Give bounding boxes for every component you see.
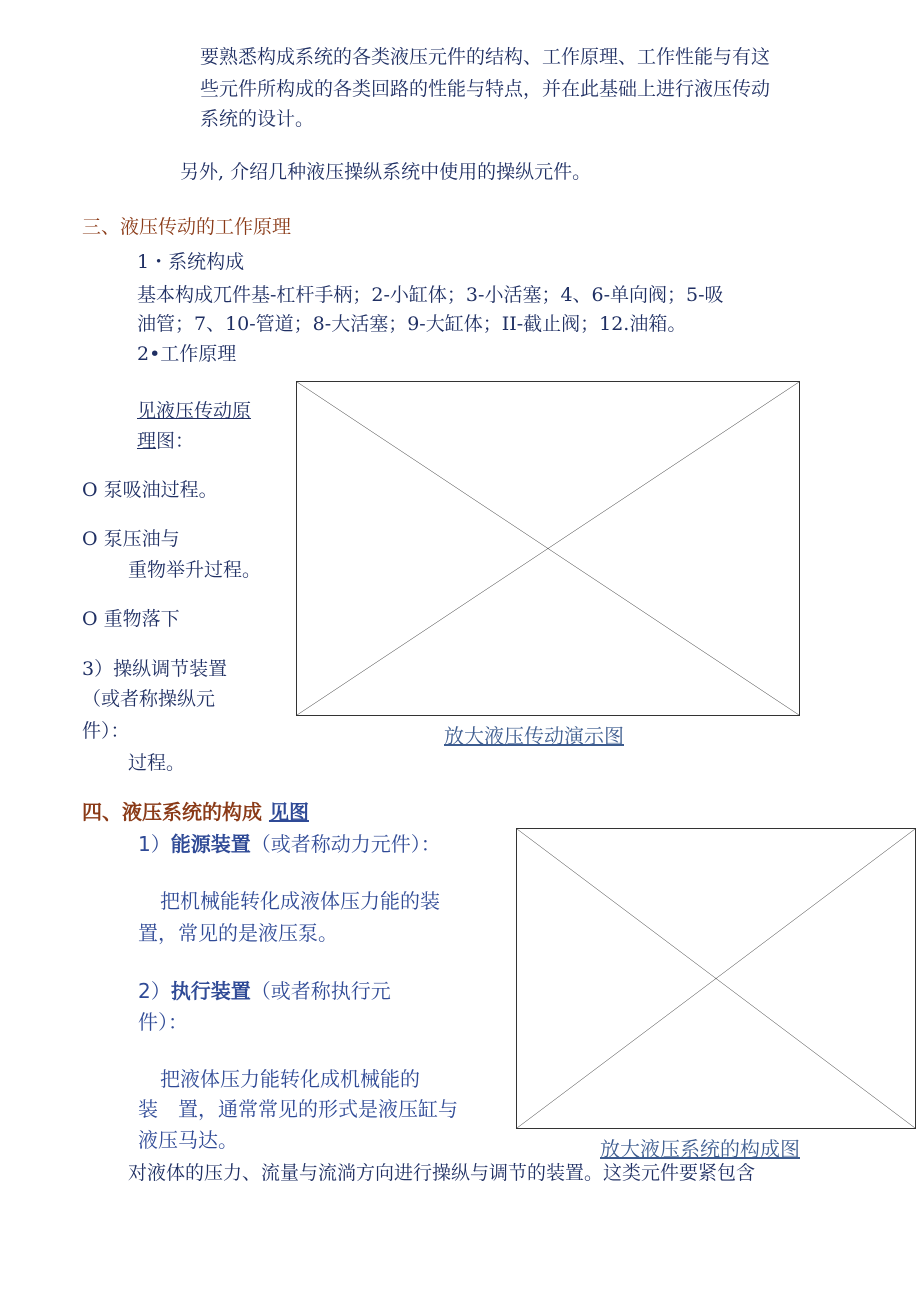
bullet-pump-suction: O 泵吸油过程。: [82, 479, 218, 501]
item2-number: 2）: [138, 979, 171, 1003]
item1-heading: [138, 834, 441, 854]
item1-number: 1）: [138, 832, 171, 856]
item2-rest: （或者称执行元: [250, 979, 391, 1003]
item2-desc-line3: 液压马达。: [138, 1128, 238, 1152]
intro-line-3: 系统的设计。: [200, 108, 315, 130]
item2-bold-label: 执行装置: [170, 979, 251, 1003]
section3-heading: 三、液压传动的工作原理: [82, 216, 292, 238]
principle-diagram-suffix: 图：: [156, 430, 195, 452]
bullet-pump-pressure-line1: O 泵压油与: [82, 528, 180, 550]
section3-sub1: 1・系统构成: [137, 251, 245, 273]
bottom-line: 对液体的压力、流量与流淌方向进行操纵与调节的装置。这类元件要紧包含: [128, 1162, 756, 1184]
item1-rest: （或者称动力元件）：: [250, 832, 441, 856]
broken-image-icon: [297, 382, 799, 715]
item1-desc-line1: 把机械能转化成液体压力能的装: [160, 889, 440, 913]
broken-image-icon: [517, 829, 915, 1128]
system-composition-image-placeholder[interactable]: [516, 828, 916, 1129]
system-composition-caption-link[interactable]: 放大液压系统的构成图: [600, 1137, 800, 1161]
principle-diagram-link-line1[interactable]: 见液压传动原: [137, 400, 252, 422]
principle-diagram-link-tail[interactable]: 理: [137, 430, 157, 452]
item2-desc-line1: 把液体压力能转化成机械能的: [160, 1067, 420, 1091]
components-line-2: 油管；7、10-管道；8-大活塞；9-大缸体；II-截止阀；12.油箱。: [137, 313, 687, 335]
intro-line-2: 些元件所构成的各类回路的性能与特点，并在此基础上进行液压传动: [200, 78, 771, 100]
section4-heading: [82, 802, 309, 822]
principle-demo-image-placeholder[interactable]: [296, 381, 800, 716]
item1-desc-line2: 置，常见的是液压泵。: [138, 921, 338, 945]
item3-line-2: （或者称操纵元: [82, 688, 216, 710]
bullet-pump-pressure-line2: 重物举升过程。: [128, 559, 262, 581]
item2-heading-line2: 件）：: [138, 1010, 188, 1034]
bullet-weight-fall: O 重物落下: [82, 608, 180, 630]
process-text: 过程。: [128, 752, 186, 774]
item3-line-1: 3）操纵调节装置: [82, 658, 228, 680]
item2-heading: [138, 981, 391, 1001]
section4-heading-text: 四、液压系统的构成: [82, 800, 262, 824]
item1-bold-label: 能源装置: [170, 832, 251, 856]
principle-diagram-link-line2[interactable]: [137, 432, 194, 451]
components-line-1: 基本构成兀件基-杠杆手柄；2-小缸体；3-小活塞；4、6-单向阀；5-吸: [137, 284, 724, 306]
intro-line-1: 要熟悉构成系统的各类液压元件的结构、工作原理、工作性能与有这: [200, 46, 771, 68]
intro-another: 另外, 介绍几种液压操纵系统中使用的操纵元件。: [180, 161, 592, 183]
item3-line-3: 件）：: [82, 720, 130, 742]
section4-see-figure-link[interactable]: 见图: [268, 800, 309, 824]
principle-demo-caption-link[interactable]: 放大液压传动演示图: [444, 724, 624, 748]
item2-desc-line2: 装 置，通常常见的形式是液压缸与: [138, 1097, 458, 1121]
section3-sub2: 2•工作原理: [137, 343, 237, 365]
